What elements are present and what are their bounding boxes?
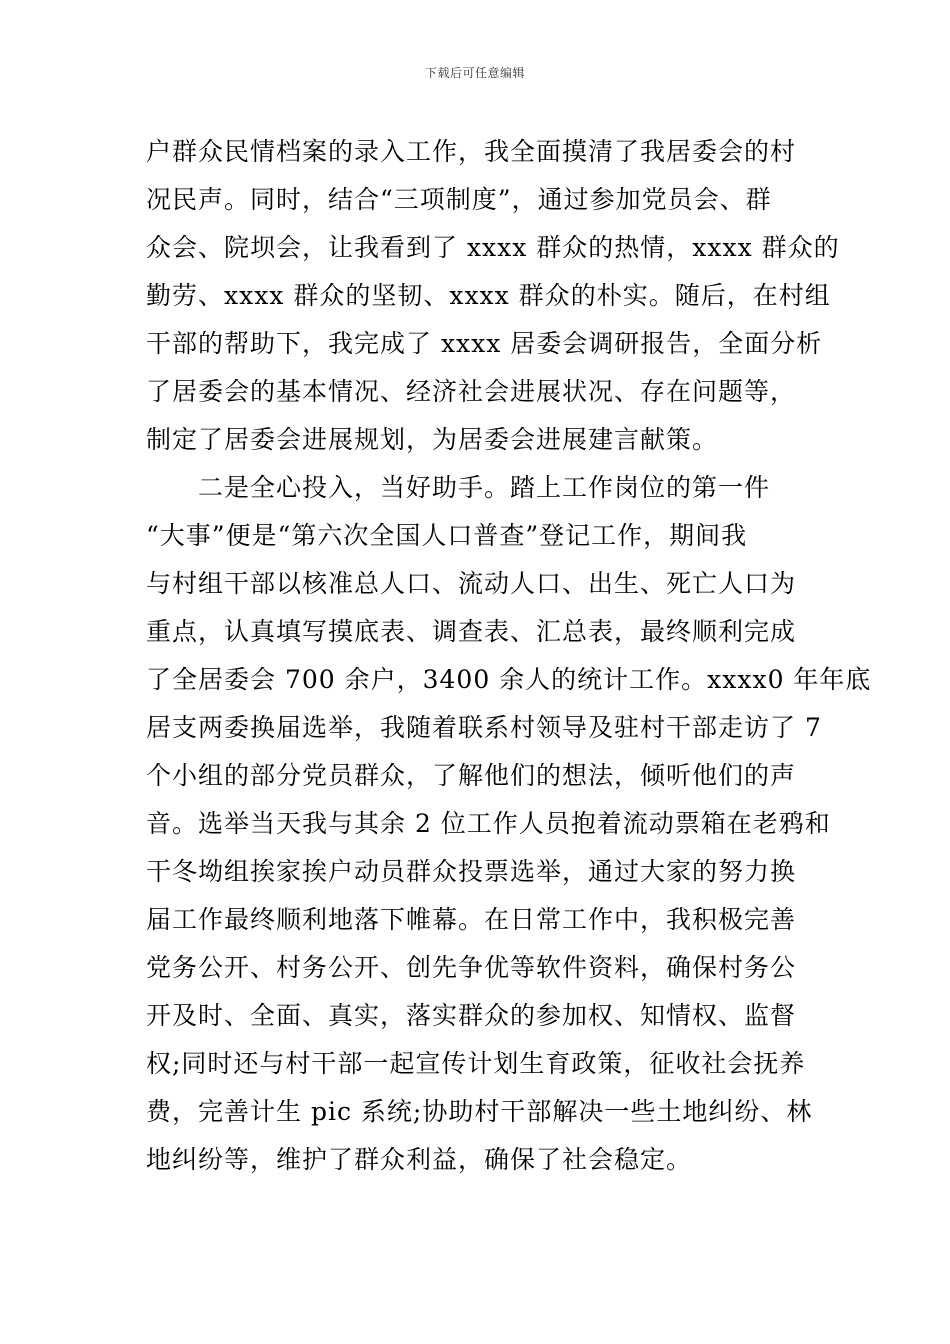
- paragraph-1: [146, 128, 840, 464]
- text-line: 音。选举当天我与其余 2 位工作人员抱着流动票箱在老鸦和: [146, 809, 831, 838]
- text-line: 个小组的部分党员群众，了解他们的想法，倾听他们的声: [146, 761, 797, 790]
- text-line: 干部的帮助下，我完成了 xxxx 居委会调研报告，全面分析: [146, 329, 823, 358]
- text-line: 了全居委会 700 余户，3400 余人的统计工作。xxxx0 年年底: [146, 665, 872, 694]
- text-line: 开及时、全面、真实，落实群众的参加权、知情权、监督: [146, 1001, 797, 1030]
- text-line: 况民声。同时，结合“三项制度”，通过参加党员会、群: [146, 185, 772, 214]
- text-line: 众会、院坝会，让我看到了 xxxx 群众的热情，xxxx 群众的: [146, 233, 840, 262]
- paragraph-2: [146, 464, 872, 1184]
- text-line: 户群众民情档案的录入工作，我全面摸清了我居委会的村: [146, 137, 797, 166]
- text-line: 了居委会的基本情况、经济社会进展状况、存在问题等，: [146, 377, 797, 406]
- page-header: 下载后可任意编辑: [424, 66, 525, 80]
- text-line: 居支两委换届选举，我随着联系村领导及驻村干部走访了 7: [146, 713, 822, 742]
- text-line: 地纠纷等，维护了群众利益，确保了社会稳定。: [146, 1145, 693, 1174]
- text-line: 制定了居委会进展规划，为居委会进展建言献策。: [146, 425, 719, 454]
- text-line: 与村组干部以核准总人口、流动人口、出生、死亡人口为: [146, 569, 797, 598]
- text-line: “大事”便是“第六次全国人口普查”登记工作，期间我: [146, 521, 748, 550]
- text-line: 权;同时还与村干部一起宣传计划生育政策，征收社会抚养: [146, 1049, 806, 1078]
- text-line: 勤劳、xxxx 群众的坚韧、xxxx 群众的朴实。随后，在村组: [146, 281, 831, 310]
- text-line: 干冬坳组挨家挨户动员群众投票选举，通过大家的努力换: [146, 857, 797, 886]
- document-body: [146, 128, 872, 1184]
- text-line: 重点，认真填写摸底表、调查表、汇总表，最终顺利完成: [146, 617, 797, 646]
- text-line: 费，完善计生 pic 系统;协助村干部解决一些土地纠纷、林: [146, 1097, 813, 1126]
- text-line: 党务公开、村务公开、创先争优等软件资料，确保村务公: [146, 953, 797, 982]
- text-line: 二是全心投入，当好助手。踏上工作岗位的第一件: [146, 473, 771, 502]
- text-line: 届工作最终顺利地落下帷幕。在日常工作中，我积极完善: [146, 905, 797, 934]
